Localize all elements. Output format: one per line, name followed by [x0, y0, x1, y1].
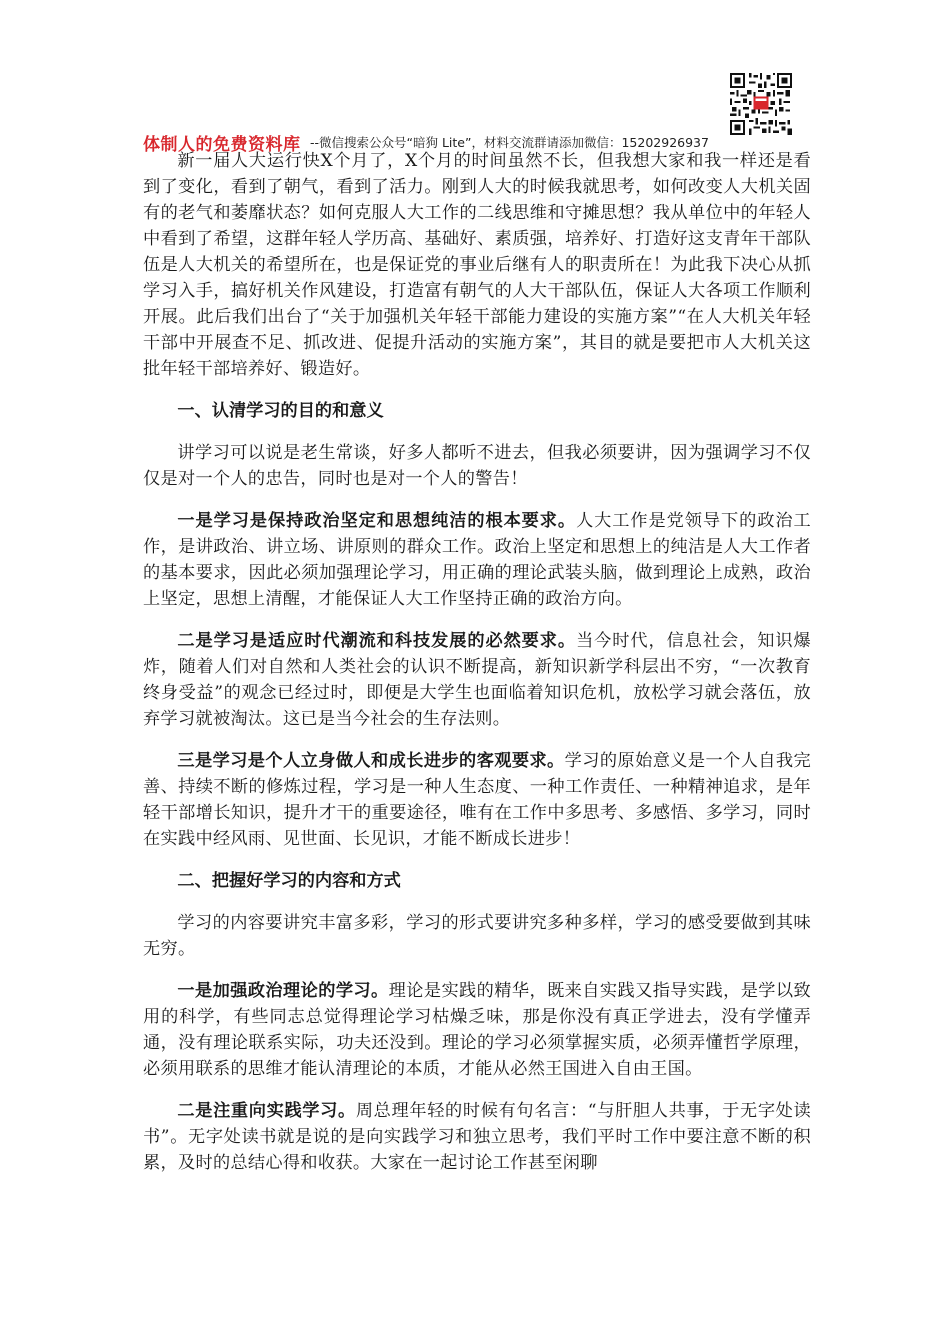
point-lead-5: 二是注重向实践学习。	[177, 1101, 356, 1121]
point-lead-3: 三是学习是个人立身做人和成长进步的客观要求。	[177, 751, 565, 771]
intro-paragraph: 新一届人大运行快X个月了，X个月的时间虽然不长，但我想大家和我一样还是看到了变化，看到了朝气，看到了活力。刚到人大的时候我就思考，如何改变人大机关固有的老气和萎靡状态？如何克服人大工作的二线思维和守摊思想？我从单位中的年轻人中看到了希望，这群年轻人学历高、基础好、素质强，培养好、打造好这支青年干部队伍是人大机关的希望所在，也是保证党的事业后继有人的职责所在！为此我下决心从抓学习入手，搞好机关作风建设，打造富有朝气的人大干部队伍，保证人大各项工作顺利开展。此后我们出台了“关于加强机关年轻干部能力建设的实施方案”“在人大机关年轻干部中开展查不足、抓改进、促提升活动的实施方案”，其目的就是要把市人大机关这批年轻干部培养好、锻造好。	[143, 151, 811, 379]
section2-intro: 学习的内容要讲究丰富多彩，学习的形式要讲究多种多样，学习的感受要做到其味无穷。	[143, 913, 811, 959]
point-lead-4: 一是加强政治理论的学习。	[177, 981, 389, 1001]
point-lead-1: 一是学习是保持政治坚定和思想纯洁的根本要求。	[177, 511, 577, 531]
point-text-3: 学习的原始意义是一个人自我完善、持续不断的修炼过程，学习是一种人生态度、一种工作责任、一种精神追求，是年轻干部增长知识，提升才干的重要途径，唯有在工作中多思考、多感悟、多学习，同时在实践中经风雨、见世面、长见识，才能不断成长进步！	[143, 751, 812, 849]
brand-subtitle: --微信搜索公众号“暗狗 Lite”，材料交流群请添加微信：15202926937	[310, 135, 709, 150]
qr-code-icon	[730, 73, 792, 135]
point-paragraph-4	[143, 978, 811, 1082]
point-text-1: 人大工作是党领导下的政治工作，是讲政治、讲立场、讲原则的群众工作。政治上坚定和思想上的纯洁是人大工作者的基本要求，因此必须加强理论学习，用正确的理论武装头脑，做到理论上成熟，政治上坚定，思想上清醒，才能保证人大工作坚持正确的政治方向。	[143, 511, 812, 609]
point-lead-2: 二是学习是适应时代潮流和科技发展的必然要求。	[177, 631, 577, 651]
point-paragraph-2	[143, 628, 811, 732]
section1-intro: 讲学习可以说是老生常谈，好多人都听不进去，但我必须要讲，因为强调学习不仅仅是对一个人的忠告，同时也是对一个人的警告！	[143, 443, 811, 489]
point-text-4: 理论是实践的精华，既来自实践又指导实践，是学以致用的科学，有些同志总觉得理论学习枯燥乏味，那是你没有真正学进去，没有学懂弄通，没有理论联系实际，功夫还没到。理论的学习必须掌握实质，必须弄懂哲学原理，必须用联系的思维才能认清理论的本质，才能从必然王国进入自由王国。	[143, 981, 812, 1079]
point-text-2: 当今时代，信息社会，知识爆炸，随着人们对自然和人类社会的认识不断提高，新知识新学科层出不穷，“一次教育终身受益”的观念已经过时，即便是大学生也面临着知识危机，放松学习就会落伍，放弃学习就被淘汰。这已是当今社会的生存法则。	[143, 631, 812, 729]
brand-title: 体制人的免费资料库	[143, 135, 301, 155]
section-heading-1: 一、认清学习的目的和意义	[177, 401, 384, 421]
point-text-5: 周总理年轻的时候有句名言：“与肝胆人共事，于无字处读书”。无字处读书就是说的是向实践学习和独立思考，我们平时工作中要注意不断的积累，及时的总结心得和收获。大家在一起讨论工作甚至闲聊	[143, 1101, 811, 1173]
point-paragraph-5	[143, 1098, 811, 1176]
section-heading-2: 二、把握好学习的内容和方式	[177, 871, 401, 891]
point-paragraph-3	[143, 748, 811, 852]
point-paragraph-1	[143, 508, 811, 612]
document-body	[143, 148, 811, 1176]
